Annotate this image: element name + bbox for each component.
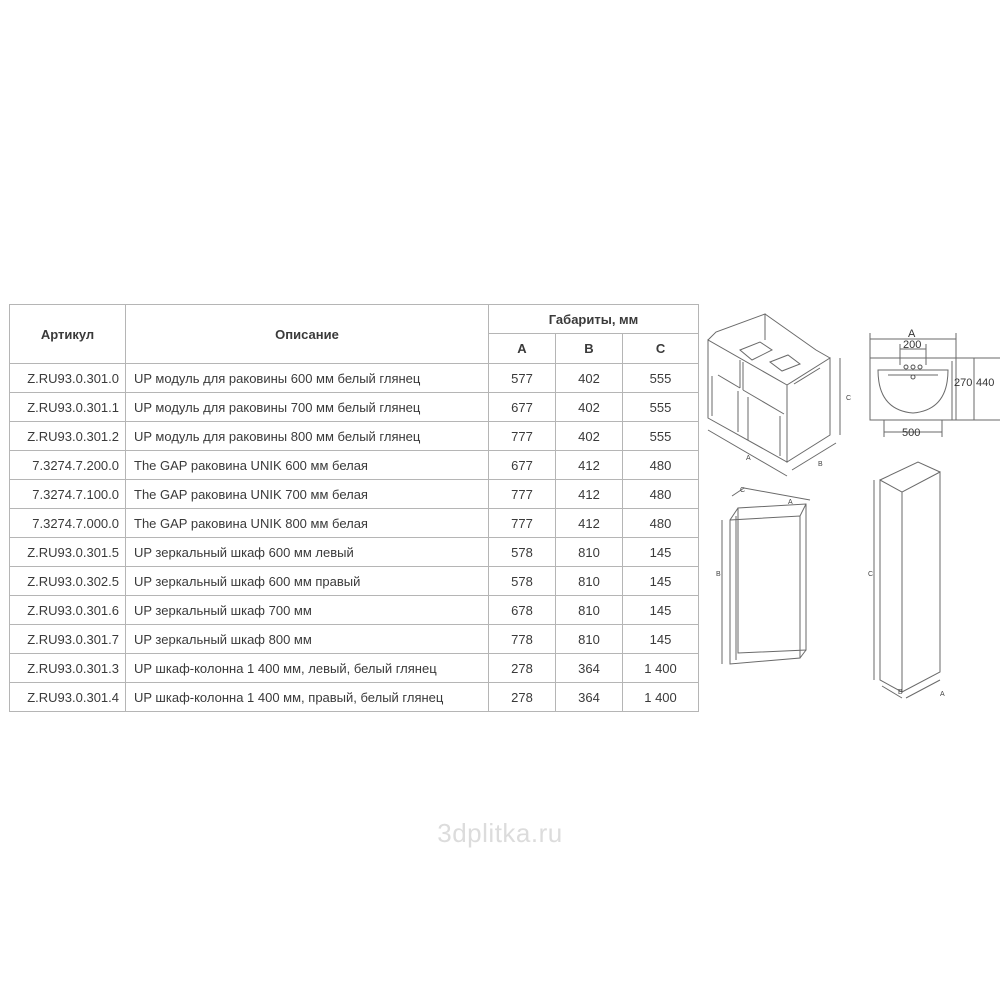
cell-a: 778 — [489, 625, 556, 654]
cell-c: 480 — [623, 480, 699, 509]
header-col-a: A — [489, 334, 556, 364]
cell-c: 1 400 — [623, 683, 699, 712]
basin-dim-200: 200 — [903, 339, 922, 351]
basin-plan-drawing — [858, 325, 1000, 440]
cell-description: The GAP раковина UNIK 700 мм белая — [126, 480, 489, 509]
table-row — [10, 364, 699, 393]
basin-dim-440: 440 — [976, 377, 995, 389]
table-row — [10, 393, 699, 422]
header-row — [10, 305, 699, 334]
cell-c: 555 — [623, 422, 699, 451]
vanity-label-a: A — [746, 455, 751, 462]
column-label-b: B — [898, 689, 903, 696]
cell-article: 7.3274.7.200.0 — [10, 451, 126, 480]
cell-c: 145 — [623, 567, 699, 596]
table-row — [10, 596, 699, 625]
header-col-c: C — [623, 334, 699, 364]
column-label-a: A — [940, 691, 945, 698]
table-row — [10, 538, 699, 567]
cell-description: UP зеркальный шкаф 600 мм левый — [126, 538, 489, 567]
header-description: Описание — [126, 305, 489, 364]
cell-b: 810 — [556, 538, 623, 567]
basin-label-a: A — [908, 328, 916, 340]
basin-dim-270: 270 — [954, 377, 973, 389]
cell-article: Z.RU93.0.302.5 — [10, 567, 126, 596]
cell-b: 412 — [556, 451, 623, 480]
cell-description: UP зеркальный шкаф 600 мм правый — [126, 567, 489, 596]
table-row — [10, 451, 699, 480]
watermark: 3dplitka.ru — [437, 818, 563, 848]
cell-b: 810 — [556, 625, 623, 654]
cell-b: 402 — [556, 364, 623, 393]
cell-description: UP модуль для раковины 600 мм белый глянец — [126, 364, 489, 393]
cell-b: 364 — [556, 683, 623, 712]
cell-a: 278 — [489, 683, 556, 712]
cell-b: 402 — [556, 422, 623, 451]
cell-c: 480 — [623, 509, 699, 538]
table-row — [10, 509, 699, 538]
cell-description: UP модуль для раковины 800 мм белый глянец — [126, 422, 489, 451]
cell-c: 555 — [623, 364, 699, 393]
cell-a: 777 — [489, 509, 556, 538]
cell-c: 555 — [623, 393, 699, 422]
column-label-c: C — [868, 571, 874, 578]
cell-a: 577 — [489, 364, 556, 393]
vanity-unit-drawing — [700, 300, 860, 475]
table-row — [10, 654, 699, 683]
cell-b: 364 — [556, 654, 623, 683]
cell-b: 412 — [556, 509, 623, 538]
cell-description: UP зеркальный шкаф 700 мм — [126, 596, 489, 625]
vanity-label-c: C — [846, 395, 852, 402]
cell-a: 777 — [489, 480, 556, 509]
cell-article: Z.RU93.0.301.6 — [10, 596, 126, 625]
vanity-label-b: B — [818, 461, 823, 468]
cell-a: 678 — [489, 596, 556, 625]
header-article: Артикул — [10, 305, 126, 364]
cell-b: 810 — [556, 567, 623, 596]
cell-article: Z.RU93.0.301.0 — [10, 364, 126, 393]
cell-description: The GAP раковина UNIK 800 мм белая — [126, 509, 489, 538]
basin-dim-500: 500 — [902, 427, 921, 439]
cell-description: UP шкаф-колонна 1 400 мм, левый, белый глянец — [126, 654, 489, 683]
mirror-cabinet-drawing — [710, 478, 840, 673]
table-row — [10, 480, 699, 509]
cell-description: UP шкаф-колонна 1 400 мм, правый, белый глянец — [126, 683, 489, 712]
cell-b: 412 — [556, 480, 623, 509]
cell-a: 578 — [489, 567, 556, 596]
table-row — [10, 683, 699, 712]
cell-article: Z.RU93.0.301.3 — [10, 654, 126, 683]
mirror-label-c: C — [740, 487, 746, 494]
table-row — [10, 567, 699, 596]
cell-a: 278 — [489, 654, 556, 683]
cell-c: 145 — [623, 538, 699, 567]
mirror-label-a: A — [788, 499, 793, 506]
cell-b: 402 — [556, 393, 623, 422]
cell-article: Z.RU93.0.301.1 — [10, 393, 126, 422]
column-cabinet-drawing — [860, 460, 970, 705]
cell-description: UP модуль для раковины 700 мм белый глянец — [126, 393, 489, 422]
cell-c: 145 — [623, 596, 699, 625]
cell-description: The GAP раковина UNIK 600 мм белая — [126, 451, 489, 480]
table-row — [10, 422, 699, 451]
cell-article: Z.RU93.0.301.7 — [10, 625, 126, 654]
cell-description: UP зеркальный шкаф 800 мм — [126, 625, 489, 654]
cell-a: 578 — [489, 538, 556, 567]
cell-c: 480 — [623, 451, 699, 480]
cell-article: 7.3274.7.000.0 — [10, 509, 126, 538]
cell-b: 810 — [556, 596, 623, 625]
cell-a: 677 — [489, 451, 556, 480]
cell-article: Z.RU93.0.301.5 — [10, 538, 126, 567]
cell-article: 7.3274.7.100.0 — [10, 480, 126, 509]
cell-a: 777 — [489, 422, 556, 451]
header-col-b: B — [556, 334, 623, 364]
spec-table — [9, 304, 699, 712]
header-dimensions: Габариты, мм — [489, 305, 699, 334]
cell-article: Z.RU93.0.301.2 — [10, 422, 126, 451]
mirror-label-b: B — [716, 571, 721, 578]
cell-a: 677 — [489, 393, 556, 422]
cell-article: Z.RU93.0.301.4 — [10, 683, 126, 712]
cell-c: 145 — [623, 625, 699, 654]
table-row — [10, 625, 699, 654]
cell-c: 1 400 — [623, 654, 699, 683]
